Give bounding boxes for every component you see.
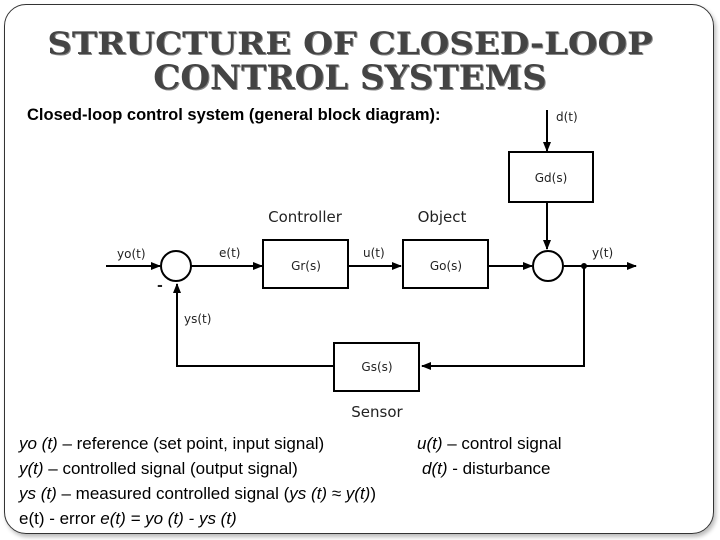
slide-title-line2: CONTROL SYSTEMS (153, 58, 547, 98)
disturbance-tf: Gd(s) (534, 171, 568, 185)
diagram-subtitle: Closed-loop control system (general block diagram): (27, 106, 441, 124)
minus-sign: - (157, 278, 163, 294)
legend-line-1 (19, 434, 324, 454)
signal-e: e(t) (219, 246, 241, 260)
legend-line-2b (422, 459, 551, 479)
legend-ys-close: ) (370, 484, 377, 503)
signal-y0: yo(t) (117, 247, 146, 261)
signal-u: u(t) (363, 246, 385, 260)
legend-ys-approx: ys (t) ≈ y(t) (289, 484, 371, 503)
controller-label: Controller (268, 208, 342, 226)
summing-junction-2 (533, 251, 563, 281)
sensor-tf: Gs(s) (361, 360, 393, 374)
sensor-label: Sensor (351, 403, 403, 421)
legend-line-3 (19, 484, 376, 504)
controller-tf: Gr(s) (291, 259, 321, 273)
legend-error-equation: e(t) = yo (t) - ys (t) (100, 509, 237, 528)
signal-y: y(t) (592, 246, 614, 260)
legend-line-2 (19, 459, 298, 479)
object-tf: Go(s) (429, 259, 463, 273)
legend-y-symbol: y(t) (19, 459, 44, 478)
legend-ys-text: – measured controlled signal ( (56, 484, 290, 503)
legend-y0-symbol: yo (t) (19, 434, 58, 453)
legend-d-text: - disturbance (447, 459, 551, 478)
summing-junction-1 (161, 251, 191, 281)
signal-ys: ys(t) (184, 312, 212, 326)
branch-point (581, 263, 587, 269)
signal-d: d(t) (556, 110, 578, 124)
legend-ys-symbol: ys (t) (19, 484, 57, 503)
legend-y-text: – controlled signal (output signal) (43, 459, 298, 478)
legend-error-text: e(t) - error (19, 509, 101, 528)
legend-line-1b (417, 434, 562, 454)
legend-u-symbol: u(t) (417, 434, 443, 453)
legend-d-symbol: d(t) (422, 459, 448, 478)
legend-line-4 (19, 509, 237, 529)
legend-u-text: – control signal (442, 434, 562, 453)
object-label: Object (417, 208, 467, 226)
legend-y0-text: – reference (set point, input signal) (57, 434, 325, 453)
feedback-line-right (422, 266, 584, 366)
slide-title-line1: STRUCTURE OF CLOSED-LOOP (47, 25, 653, 63)
